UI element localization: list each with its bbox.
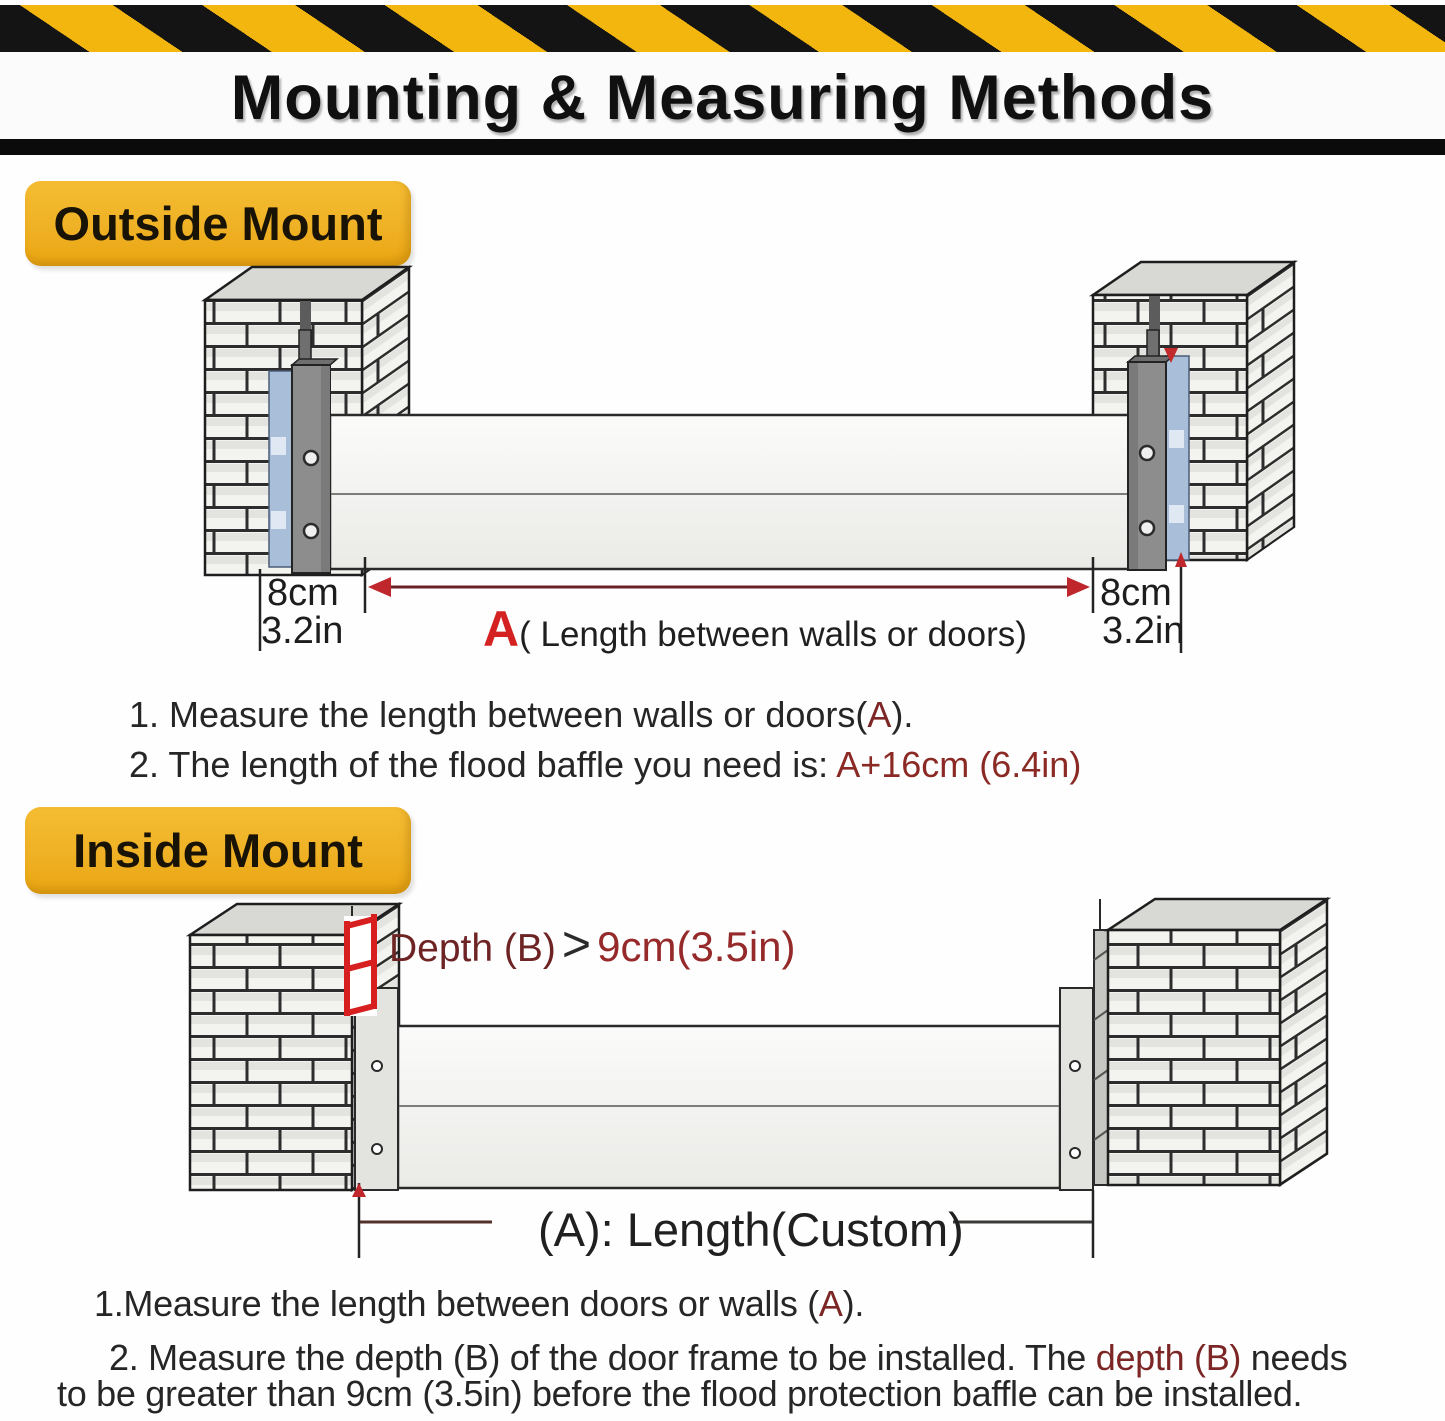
inside-mount-badge xyxy=(25,807,411,894)
inside-mount-badge-label: Inside Mount xyxy=(73,824,363,877)
greater-than-symbol: > xyxy=(561,916,592,972)
left-inside-channel xyxy=(355,988,398,1190)
outside-mount-steps xyxy=(129,690,1081,790)
header-divider-bar xyxy=(0,139,1445,155)
right-overlap-in-label: 3.2in xyxy=(1102,610,1185,652)
depth-requirement-label xyxy=(389,915,796,973)
inside-step-2-line-2: to be greater than 9cm (3.5in) before the flood protection baffle can be installed. xyxy=(57,1373,1303,1414)
right-brick-pillar-inside xyxy=(1094,899,1327,1185)
flood-barrier-panel xyxy=(330,415,1160,569)
dimension-a-highlight: A xyxy=(483,601,520,657)
flood-barrier-panel-inside xyxy=(398,1026,1060,1188)
arrowhead-left xyxy=(368,577,391,597)
dimension-a-highlight-inside: A xyxy=(553,1203,586,1256)
outside-step-1: 1. Measure the length between walls or doors(A). xyxy=(129,694,914,735)
depth-value-text: 9cm(3.5in) xyxy=(597,923,796,970)
span-length-text: ( Length between walls or doors) xyxy=(519,615,1027,654)
custom-length-label: ( A ): Length(Custom) xyxy=(538,1203,964,1256)
outside-mount-badge-label: Outside Mount xyxy=(53,197,383,250)
inside-step-1: 1.Measure the length between doors or walls (A). xyxy=(94,1283,865,1324)
right-inside-channel xyxy=(1060,988,1093,1190)
caution-stripe-band xyxy=(0,5,1445,52)
left-overlap-in-label: 3.2in xyxy=(261,610,344,652)
right-mounting-channel xyxy=(1128,330,1189,570)
outside-step-2: 2. The length of the flood baffle you need is: A+16cm (6.4in) xyxy=(129,744,1082,785)
page-title: Mounting & Measuring Methods xyxy=(230,63,1215,133)
inside-step-2-line-1: 2. Measure the depth (B) of the door frame to be installed. The depth (B) needs xyxy=(109,1337,1348,1378)
right-overlap-cm-label: 8cm xyxy=(1100,572,1172,614)
arrowhead-right xyxy=(1067,577,1090,597)
depth-indicator xyxy=(344,914,377,1016)
span-length-label xyxy=(483,600,1027,658)
left-overlap-cm-label: 8cm xyxy=(267,572,339,614)
depth-label-text: Depth (B) xyxy=(389,927,556,970)
